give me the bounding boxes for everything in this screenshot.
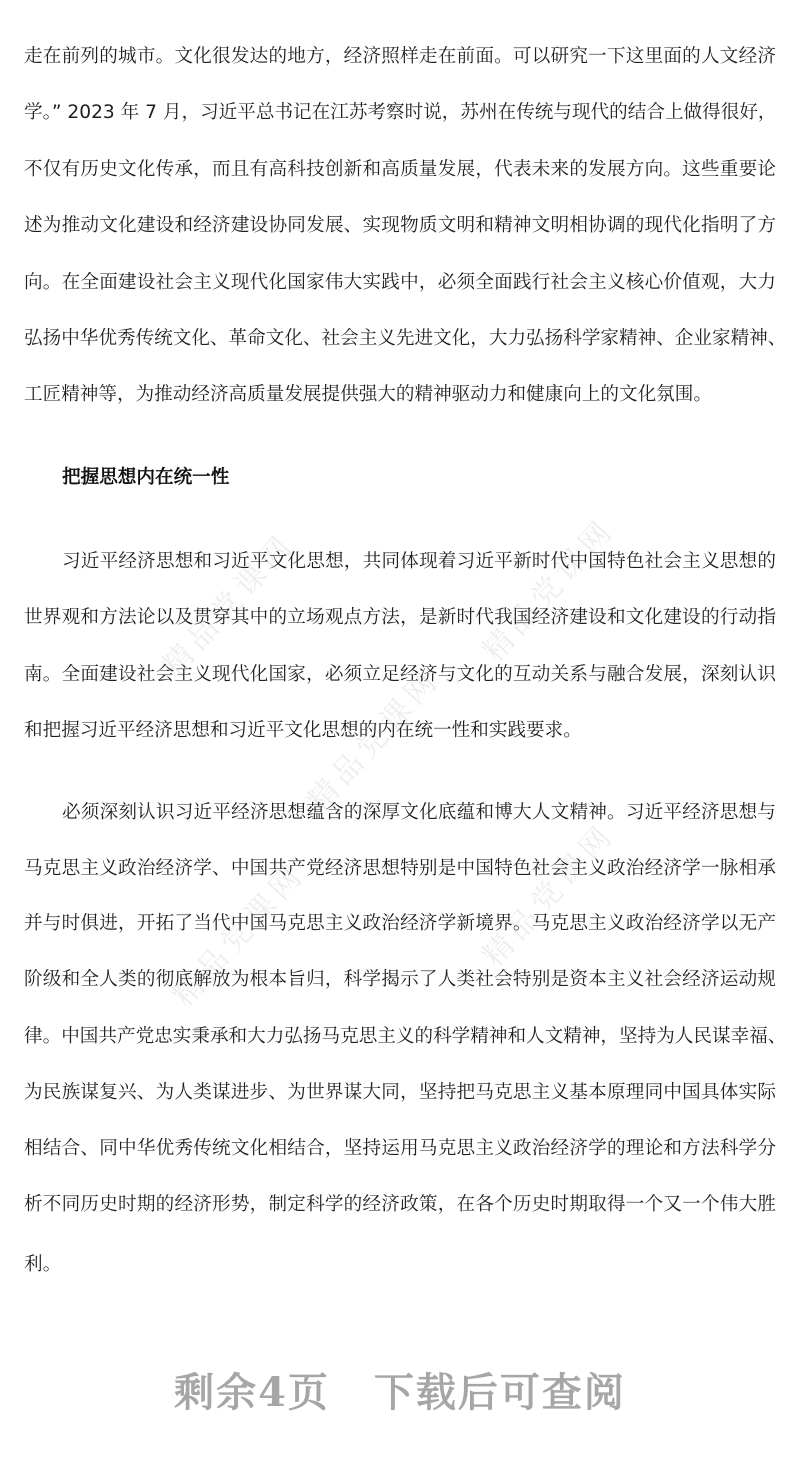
watermark: 精品党课网: [300, 661, 448, 819]
text-line: 走在前列的城市。文化很发达的地方，经济照样走在前面。可以研究一下这里面的人文经济: [24, 46, 776, 67]
remaining-pages-label: 剩余4页: [174, 1369, 330, 1416]
text-line: 必须深刻认识习近平经济思想蕴含的深厚文化底蕴和博大人文精神。习近平经济思想与: [62, 802, 776, 823]
text-line: 相结合、同中华优秀传统文化相结合，坚持运用马克思主义政治经济学的理论和方法科学分: [24, 1138, 776, 1159]
text-line: 习近平经济思想和习近平文化思想，共同体现着习近平新时代中国特色社会主义思想的: [62, 551, 776, 572]
text-line: 律。中国共产党忠实秉承和大力弘扬马克思主义的科学精神和人文精神，坚持为人民谋幸福、: [24, 1026, 787, 1047]
text-line: 并与时俱进，开拓了当代中国马克思主义政治经济学新境界。马克思主义政治经济学以无产: [24, 913, 776, 934]
text-line: 析不同历史时期的经济形势，制定科学的经济政策，在各个历史时期取得一个又一个伟大胜: [24, 1194, 776, 1215]
text-line: 阶级和全人类的彻底解放为根本旨归，科学揭示了人类社会特别是资本主义社会经济运动规: [24, 969, 776, 990]
download-prompt-banner[interactable]: [0, 1365, 800, 1421]
text-line: 述为推动文化建设和经济建设协同发展、实现物质文明和精神文明相协调的现代化指明了方: [24, 215, 776, 236]
text-line: 向。在全面建设社会主义现代化国家伟大实践中，必须全面践行社会主义核心价值观，大力: [24, 272, 776, 293]
text-line: 工匠精神等，为推动经济高质量发展提供强大的精神驱动力和健康向上的文化氛围。: [24, 384, 712, 405]
watermark: 精品党课网: [165, 856, 313, 1014]
text-line: 学。” 2023 年 7 月，习近平总书记在江苏考察时说，苏州在传统与现代的结合上做得很好，: [24, 102, 777, 123]
text-line: 利。: [24, 1254, 62, 1275]
text-line: 世界观和方法论以及贯穿其中的立场观点方法，是新时代我国经济建设和文化建设的行动指: [24, 607, 776, 628]
text-line: 弘扬中华优秀传统文化、革命文化、社会主义先进文化，大力弘扬科学家精神、企业家精神、: [24, 328, 787, 349]
text-line: 和把握习近平经济思想和习近平文化思想的内在统一性和实践要求。: [24, 720, 582, 741]
section-heading: 把握思想内在统一性: [62, 467, 230, 488]
text-line: 马克思主义政治经济学、中国共产党经济思想特别是中国特色社会主义政治经济学一脉相承: [24, 858, 776, 879]
download-to-view-label[interactable]: 下载后可查阅: [373, 1369, 626, 1416]
watermark: 精品党课网: [155, 526, 303, 684]
watermark: 精品党课网: [475, 816, 623, 974]
text-line: 南。全面建设社会主义现代化国家，必须立足经济与文化的互动关系与融合发展，深刻认识: [24, 664, 776, 685]
text-line: 为民族谋复兴、为人类谋进步、为世界谋大同，坚持把马克思主义基本原理同中国具体实际: [24, 1082, 776, 1103]
watermark: 精品党课网: [475, 511, 623, 669]
text-line: 不仅有历史文化传承，而且有高科技创新和高质量发展，代表未来的发展方向。这些重要论: [24, 159, 776, 180]
